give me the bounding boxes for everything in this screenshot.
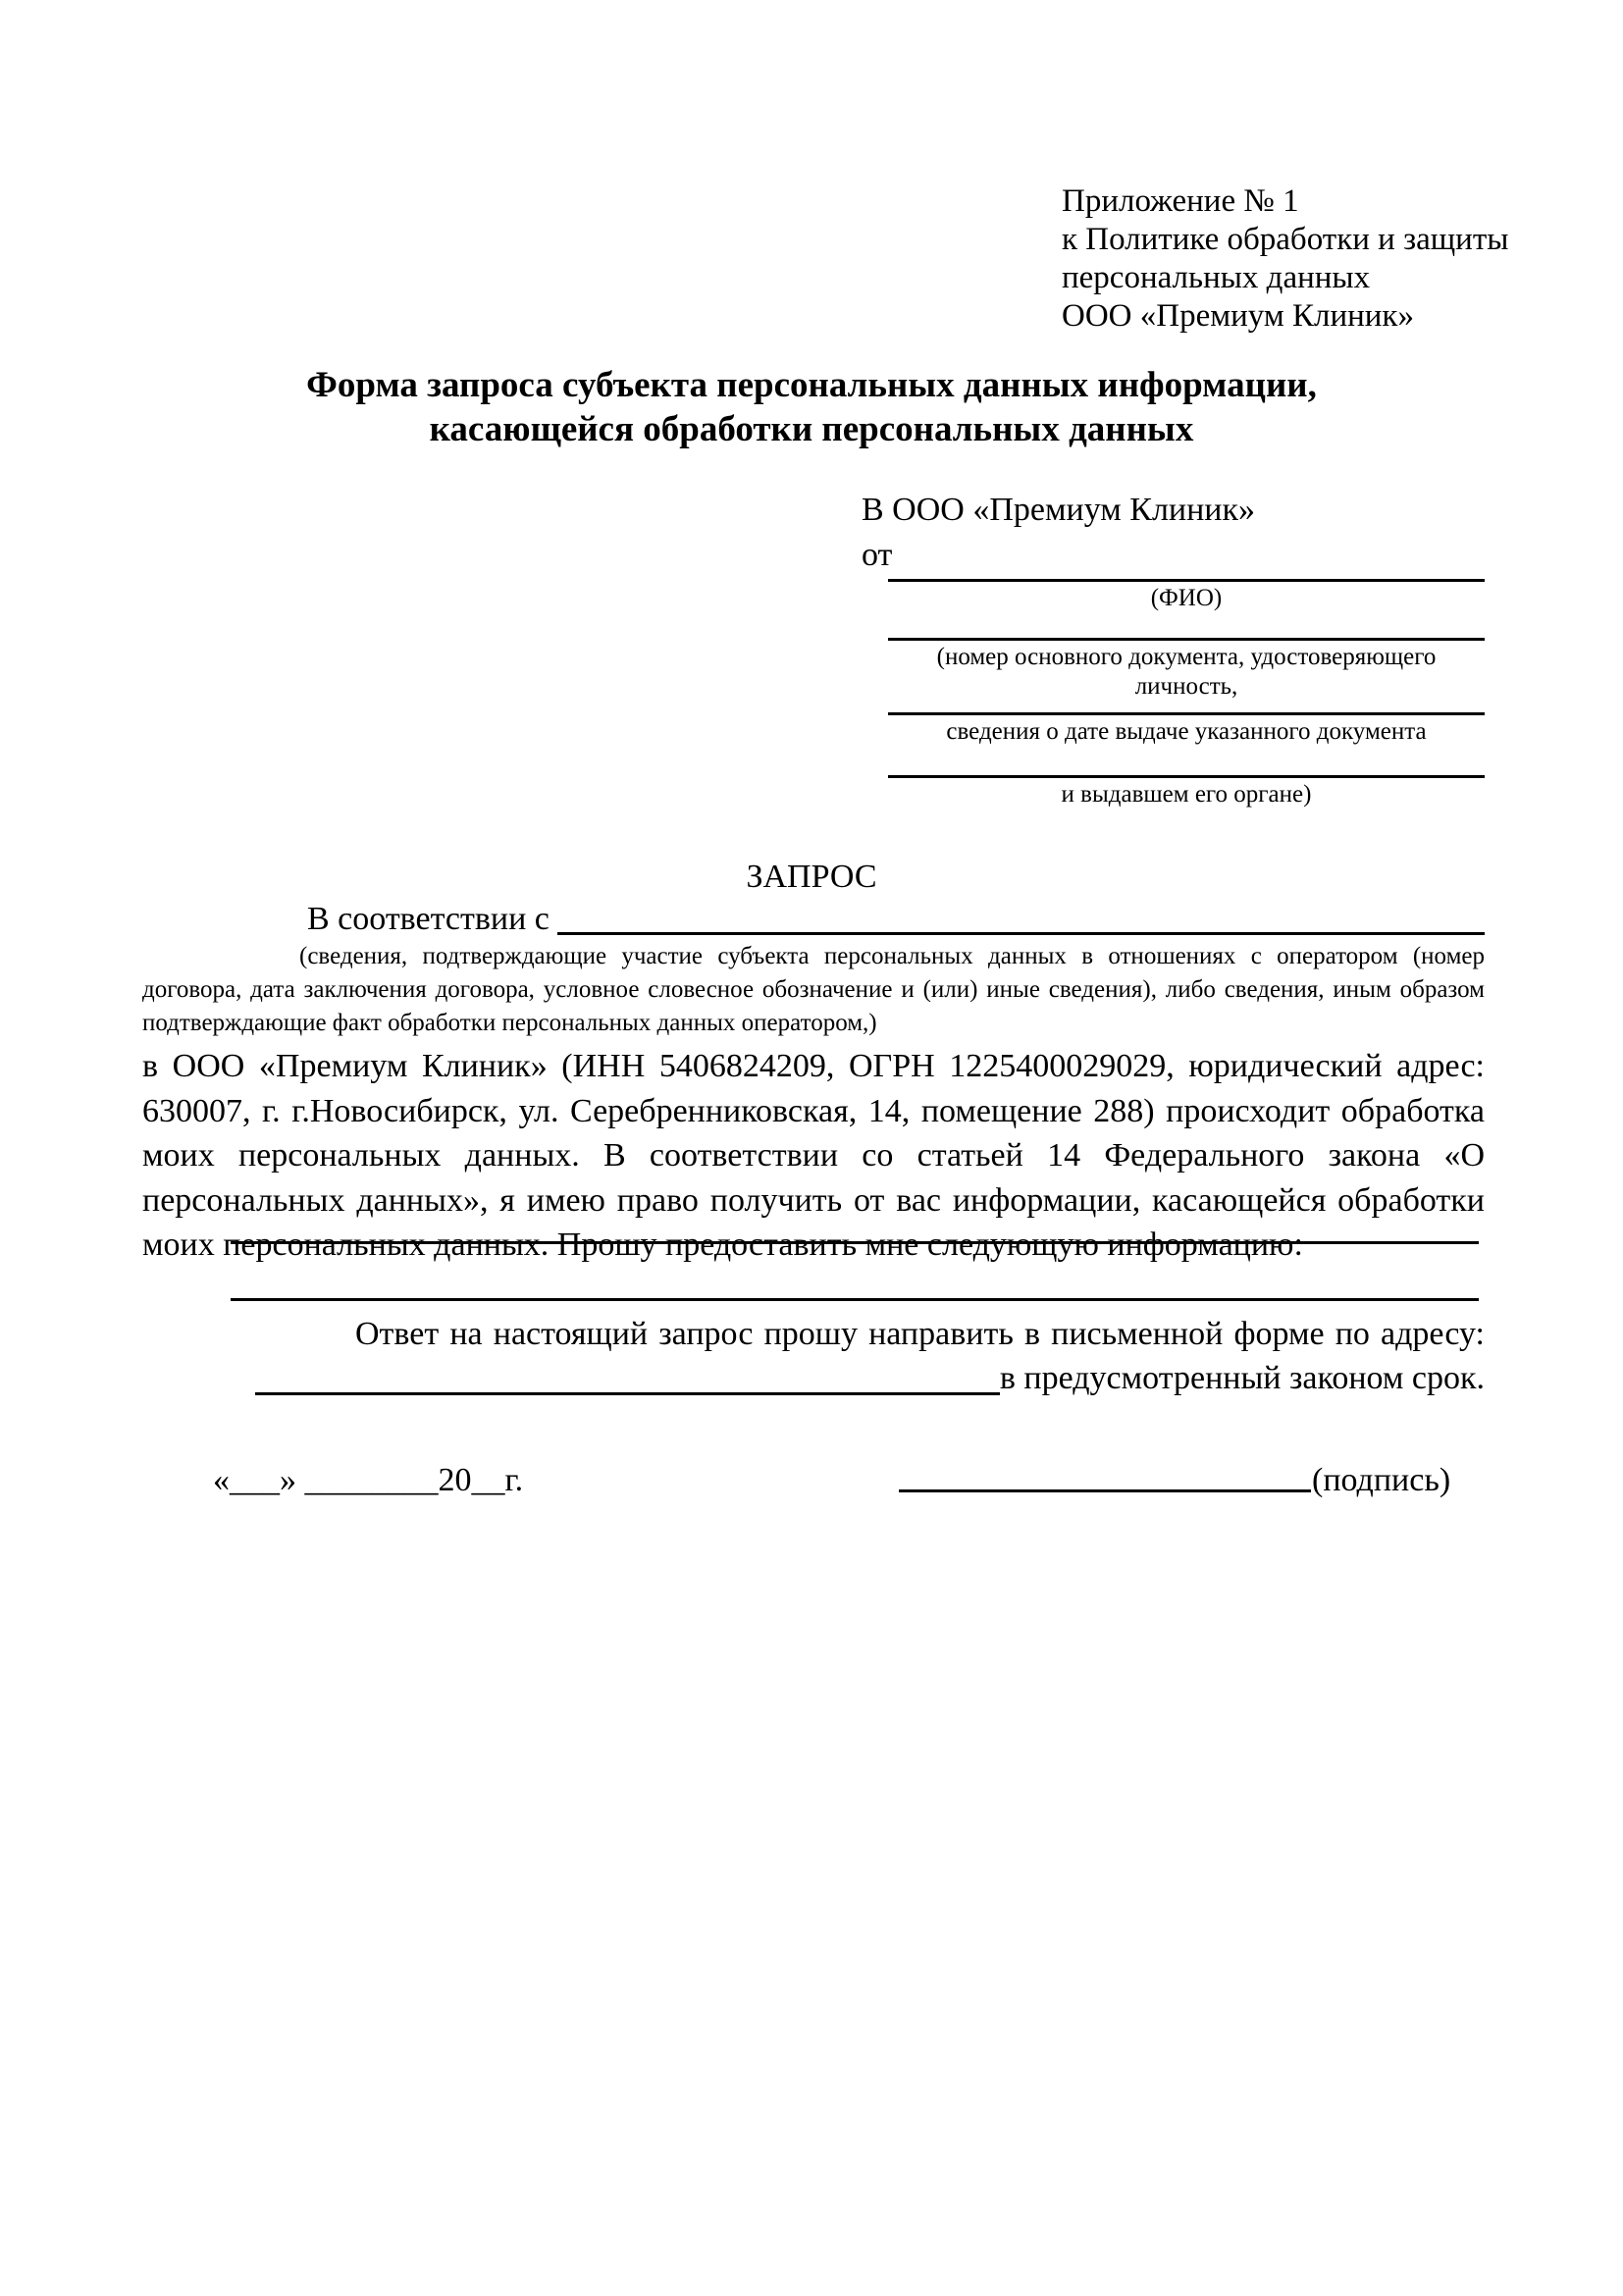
response-suffix: в предусмотренный законом срок.	[999, 1360, 1485, 1396]
accordance-fill-line	[557, 932, 1485, 935]
appendix-line: персональных данных	[1062, 260, 1371, 295]
field-doc-issuer	[888, 775, 1485, 809]
address-fill-line	[255, 1392, 1000, 1395]
fio-fill-line	[888, 579, 1485, 582]
addressee-block	[862, 488, 1255, 578]
field-doc-number	[888, 638, 1485, 702]
date-line: «___» ________20__г.	[213, 1462, 524, 1498]
accordance-line	[142, 897, 1485, 941]
appendix-block	[1062, 183, 1523, 336]
signature-fill-line	[899, 1489, 1311, 1492]
doc-number-caption: (номер основного документа, удостоверяющего личность,	[936, 644, 1437, 700]
doc-issuer-caption: и выдавшем его органе)	[1061, 781, 1312, 808]
form-title-line-1: Форма запроса субъекта персональных данных информации,	[306, 365, 1317, 405]
doc-issue-date-fill-line	[888, 712, 1485, 715]
doc-issue-date-caption: сведения о дате выдаче указанного документа	[946, 718, 1427, 745]
response-block	[142, 1312, 1485, 1400]
request-heading: ЗАПРОС	[746, 859, 877, 895]
appendix-line: Приложение № 1	[1062, 183, 1299, 219]
request-body-paragraph: в ООО «Премиум Клиник» (ИНН 5406824209, ОГРН 1225400029029, юридический адрес: 630007, г. г.Новосибирск, ул. Серебренниковская, 14, помещение 288) происходит обработка моих персональных данных. В соответствии со статьей 14 Федерального закона «О персональных данных», я имею право получить от вас информации, касающейся обработки моих персональных данных. Прошу предоставить мне следующую информацию:	[142, 1048, 1485, 1263]
addressee-from-label: от	[862, 537, 893, 573]
appendix-line: ООО «Премиум Клиник»	[1062, 298, 1414, 334]
doc-number-fill-line	[888, 638, 1485, 641]
info-fill-line-2	[231, 1298, 1479, 1301]
fio-caption: (ФИО)	[1150, 585, 1223, 611]
addressee-organization: В ООО «Премиум Клиник»	[862, 492, 1256, 528]
accordance-note: (сведения, подтверждающие участие субъекта персональных данных в отношениях с оператором (номер договора, дата заключения договора, условное словесное обозначение и (или) иные сведения), либо сведения, иным образом подтверждающие факт обработки персональных данных оператором,)	[142, 943, 1485, 1036]
field-fio	[888, 579, 1485, 613]
field-doc-issue-date	[888, 712, 1485, 747]
form-title	[0, 363, 1623, 451]
appendix-line: к Политике обработки и защиты	[1062, 222, 1509, 257]
response-address-line	[142, 1356, 1485, 1400]
accordance-label: В соответствии с	[307, 901, 558, 937]
response-instruction-line: Ответ на настоящий запрос прошу направить в письменной форме по адресу:	[355, 1316, 1485, 1352]
signature-caption: (подпись)	[1312, 1462, 1451, 1498]
doc-issuer-fill-line	[888, 775, 1485, 778]
info-fill-line-1	[231, 1241, 1479, 1244]
form-title-line-2: касающейся обработки персональных данных	[429, 409, 1194, 449]
